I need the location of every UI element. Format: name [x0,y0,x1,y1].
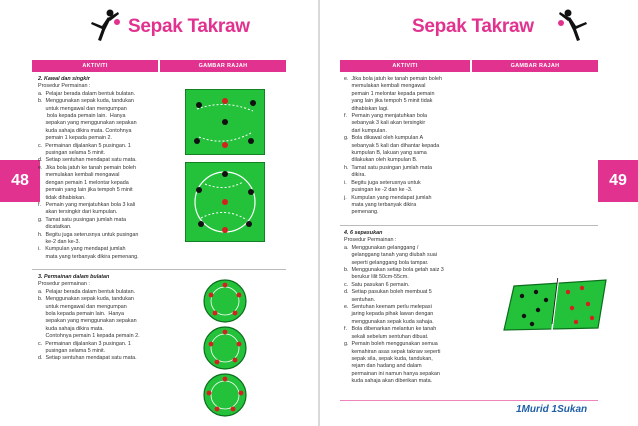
procedure-line: untuk mengawal dan mengumpan [38,303,127,310]
procedure-line: sekali sebelum sentuhan dibuat. [344,333,429,340]
procedure-line: e. Jika bola jatuh ke tanah pemain boleh [38,164,136,171]
page-number: 49 [598,160,638,202]
procedure-line: Prosedur permainan : [38,281,90,288]
procedure-line: f. Pemain yang menjatuhkan bola [344,113,428,120]
row-divider [340,225,598,226]
procedure-list [38,83,188,261]
procedure-line: dari kumpulan. [344,127,387,134]
procedure-line: pemenang. [344,209,379,216]
procedure-line: pemain 1 melontar kepada pemain [344,90,435,97]
procedure-line: mata yang terbanyak dikira [344,201,417,208]
procedure-line: tidak dihabiskan. [38,194,86,201]
procedure-line: berukur lilit 50cm-55cm. [344,274,409,281]
procedure-line: sentuhan. [344,296,376,303]
column-header-activity: AKTIVITI [340,60,470,72]
procedure-line: mata yang terbanyak dikira pemenang. [38,253,139,260]
section-kawal-dan-singkir [38,76,188,261]
left-header [88,6,288,46]
row-divider [32,269,286,270]
procedure-line: i. Kumpulan yang mendapat jumlah [38,246,126,253]
procedure-line: memulakan kembali mengawal [344,83,426,90]
procedure-line: pusingan ke -2 dan ke -3. [344,187,413,194]
procedure-line: dihabiskan lagi. [344,105,389,112]
logo-1murid-1sukan: 1Murid 1Sukan [516,404,588,415]
section-title: 4. 6 sepasukan [344,230,383,236]
procedure-line: a. Pelajar berada dalam bentuk bulatan. [38,90,136,97]
court-diagram [502,278,612,337]
right-header [382,6,602,46]
procedure-line: seperti gelanggang bola tampar. [344,259,429,266]
procedure-list [38,281,188,362]
procedure-line: menggunakan sepak kuda sahaja. [344,318,434,325]
sepak-takraw-player-icon [558,8,590,42]
circle-field-diagram-1 [185,162,265,247]
procedure-line: b. Menggunakan sepak kuda, tandukan [38,296,134,303]
procedure-list [344,76,494,217]
circle-diagram-2a [193,279,257,328]
procedure-line: g. Tamat satu pusingan jumlah mata [38,216,126,223]
procedure-line: akan tersingkir dari kumpulan. [38,209,118,216]
column-header-image: GAMBAR RAJAH [160,60,286,72]
procedure-line: i. Begitu juga seterusnya untuk [344,179,421,186]
footer-divider [340,400,598,401]
procedure-line: ke-2 dan ke-3. [38,238,80,245]
procedure-line: dilakukan oleh kumpulan B. [344,157,418,164]
procedure-line: dengan pemain 1 melontar kepada [38,179,129,186]
header-title: Sepak Takraw [412,16,534,37]
procedure-line: bola kepada pemain lain. Hanya [38,311,125,318]
column-header-image: GAMBAR RAJAH [472,60,598,72]
section-title: 2. Kawal dan singkir [38,76,90,82]
procedure-line: e. Sentuhan keenam perlu melepasi [344,304,432,311]
procedure-line: kuda sahaja akan diberikan mata. [344,378,433,385]
procedure-line: h. Begitu juga seterusnya untuk pusingan [38,231,139,238]
procedure-line: d. Setiap pasukan boleh membuat 5 [344,289,432,296]
procedure-line: sepak sila, sepak kuda, tandukan, [344,355,433,362]
procedure-line: d. Setiap sentuhan mendapat satu mata. [38,355,137,362]
square-field-diagram-1 [185,89,265,160]
procedure-line: d. Setiap sentuhan mendapat satu mata. [38,157,137,164]
procedure-line: gelanggang tanah yang diubah suai [344,252,437,259]
procedure-line: Prosedur Permainan : [344,237,397,244]
left-page [0,0,318,426]
procedure-line: sepakan yang menggunakan sepakan [38,120,137,127]
section-permainan-dalam-bulatan [38,274,188,363]
column-header-activity: AKTIVITI [32,60,158,72]
section-continued [344,76,494,217]
procedure-line: Prosedur Permainan : [38,83,91,90]
procedure-line: a. Menggunakan gelanggang / [344,244,419,251]
procedure-line: e. Jika bola jatuh ke tanah pemain boleh [344,76,442,82]
procedure-line: f. Bola dibenarkan melantun ke tanah [344,326,437,333]
procedure-line: sebanyak 3 kali akan tersingkir [344,120,426,127]
procedure-line: sebanyak 5 kali dan dihantar kepada [344,142,440,149]
procedure-line: c. Permainan dijalankan 3 pusingan. 1 [38,340,131,347]
procedure-line: pemain yang lain jika tempoh 5 minit [38,187,133,194]
procedure-line: j. Kumpulan yang mendapat jumlah [344,194,432,201]
procedure-line: kumpulan B, lakuan yang sama [344,150,427,157]
sepak-takraw-player-icon [88,8,120,42]
procedure-line: Contohnya pemain 1 kepada pemain 2. [38,333,140,340]
circle-diagram-2b [193,326,257,375]
procedure-line: c. Satu pasukan 6 pemain. [344,281,410,288]
procedure-line: bola kepada pemain lain. Hanya [38,113,126,120]
procedure-line: h. Tamat satu pusingan jumlah mata [344,164,432,171]
procedure-line: jaring kepada pihak lawan dengan [344,311,434,318]
procedure-line: c. Permainan dijalankan 5 pusingan. 1 [38,142,131,149]
header-title: Sepak Takraw [128,16,250,37]
page-number: 48 [0,160,40,202]
right-page [320,0,638,426]
procedure-line: sepakan yang menggunakan sepakan [38,318,137,325]
procedure-line: memulakan kembali mengawal [38,172,120,179]
procedure-line: kemahiran asas sepak takraw seperti [344,348,441,355]
procedure-line: pusingan selama 5 minit. [38,348,106,355]
procedure-line: yang lain jika tempoh 5 minit tidak [344,98,433,105]
procedure-line: g. Bola dikawal oleh kumpulan A [344,135,424,142]
procedure-line: permainan ini namun hanya sepakan [344,370,440,377]
procedure-line: g. Pemain boleh menggunakan semua [344,341,438,348]
procedure-line: untuk mengawal dan mengumpan [38,105,127,112]
procedure-line: f. Pemain yang menjatuhkan bola 3 kali [38,201,136,208]
procedure-line: rejam dan hadang and dalam [344,363,422,370]
procedure-line: dicatatkan. [38,224,72,231]
procedure-line: pemain 1 kepada pemain 2. [38,135,113,142]
procedure-line: kuda sahaja dikira mata. [38,325,104,332]
procedure-line: dikira. [344,172,366,179]
procedure-line: pusingan selama 5 minit. [38,150,106,157]
procedure-list [344,237,494,385]
procedure-line: kuda sahaja dikira mata. Contohnya [38,127,132,134]
section-6-sepasukan [344,230,494,386]
procedure-line: a. Pelajar berada dalam bentuk bulatan. [38,288,136,295]
circle-diagram-2c [193,373,257,422]
procedure-line: b. Menggunakan setiap bola getah saiz 3 [344,267,444,274]
procedure-line: b. Menggunakan sepak kuda, tandukan [38,98,134,105]
section-title: 3. Permainan dalam bulatan [38,274,110,280]
